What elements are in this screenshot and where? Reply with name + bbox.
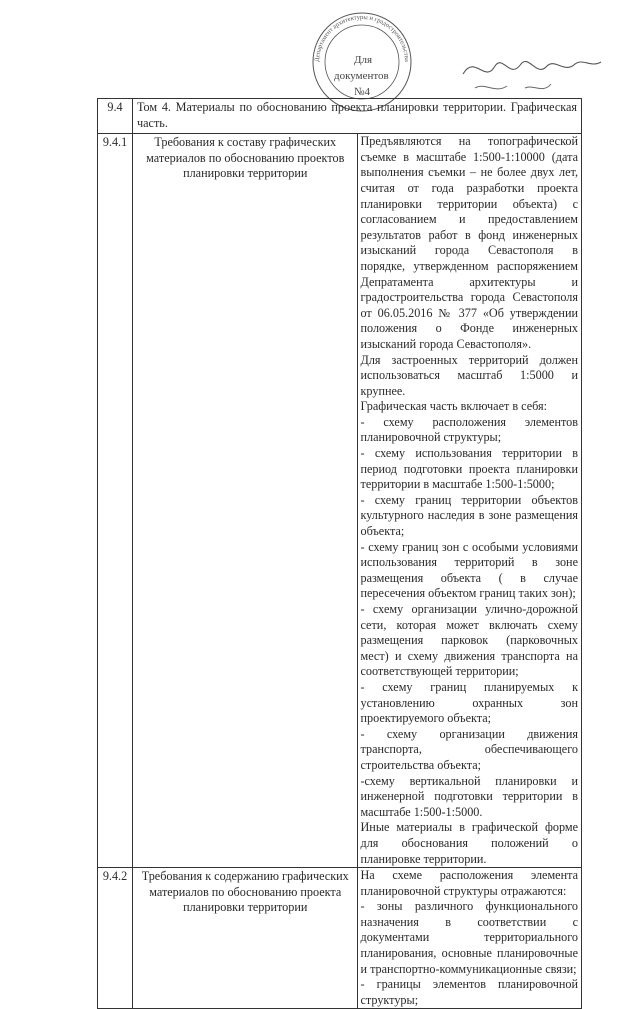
content-paragraph: - схему границ планируемых к установлению охранных зон проектируемого объекта; (360, 679, 578, 726)
content-paragraph: Предъявляются на топографической съемке в масштабе 1:500-1:10000 (дата выполнения съемки – не более двух лет, считая от года разработки проекта планировки территории объекта) с согласованием и предоставлением результатов работ в фонд инженерных изысканий города Севастополя в порядке, утвержденном распоряжением Депратамента архитектуры и градостроительства города Севастополя от 06.05.2016 № 377 «Об утверждении положения о Фонде инженерных изысканий города Севастополя». (360, 134, 578, 351)
handwritten-signature (455, 44, 605, 104)
stamp-ring-text: Департамент архитектуры и градостроительства (313, 13, 411, 63)
row-number-cell (98, 868, 133, 1009)
content-paragraph: - схему границ территории объектов культурного наследия в зоне размещения объекта; (360, 492, 578, 539)
requirement-content-cell (357, 134, 582, 868)
table-row (98, 99, 582, 134)
table-row (98, 134, 582, 868)
requirement-content-cell (357, 868, 582, 1009)
stamp-line3: №4 (354, 86, 370, 98)
content-paragraph: - схему расположения элементов планировочной структуры; (360, 414, 578, 445)
requirements-table (97, 98, 582, 1009)
requirement-title-cell (133, 868, 358, 1009)
stamp-line1: Для (354, 54, 373, 66)
content-paragraph: - границы элементов планировочной структуры; (360, 977, 578, 1007)
section-heading: Том 4. Материалы по обоснованию проекта планировки территории. Графическая часть. (133, 99, 582, 134)
requirement-title: Требования к содержанию графических материалов по обоснованию проекта планировки территории (141, 869, 349, 915)
table-row (98, 868, 582, 1009)
content-paragraph: На схеме расположения элемента планировочной структуры отражаются: (360, 868, 578, 898)
content-paragraph: -схему вертикальной планировки и инженерной подготовки территории в масштабе 1:500-1:5000. (360, 773, 578, 819)
row-number-cell (98, 99, 133, 134)
requirement-title-cell (133, 134, 358, 868)
requirement-title: Требования к составу графических материалов по обоснованию проектов планировки территории (146, 135, 345, 181)
row-number: 9.4.2 (102, 869, 128, 884)
content-paragraph: - схему организации движения транспорта, обеспечивающего строительства объекта; (360, 726, 578, 772)
content-paragraph: - схему использования территории в период подготовки проекта планировки территории в масштабе 1:500-1:5000; (360, 446, 578, 492)
content-paragraph: - зоны различного функционального назначения в соответствии с документами территориального планирования, основные планировочные и транспортно-коммуникационные связи; (360, 899, 578, 976)
content-paragraph: Графическая часть включает в себя: (360, 399, 548, 414)
content-paragraph: - схему границ зон с особыми условиями использования территорий в зоне размещения объекта ( в случае пересечения объектом границ таких зон); (360, 539, 578, 601)
row-number-cell (98, 134, 133, 868)
content-paragraph: - схему организации улично-дорожной сети, которая может включать схему размещения парковок (парковочных мест) и схему движения транспорта на соответствующей территории; (360, 602, 578, 679)
stamp-line2: документов (334, 70, 389, 82)
row-number: 9.4.1 (102, 135, 128, 150)
row-number: 9.4 (107, 100, 123, 114)
content-paragraph: Для застроенных территорий должен использоваться масштаб 1:5000 и крупнее. (360, 352, 578, 398)
content-paragraph: Иные материалы в графической форме для обоснования положений о планировке территории. (360, 820, 578, 866)
